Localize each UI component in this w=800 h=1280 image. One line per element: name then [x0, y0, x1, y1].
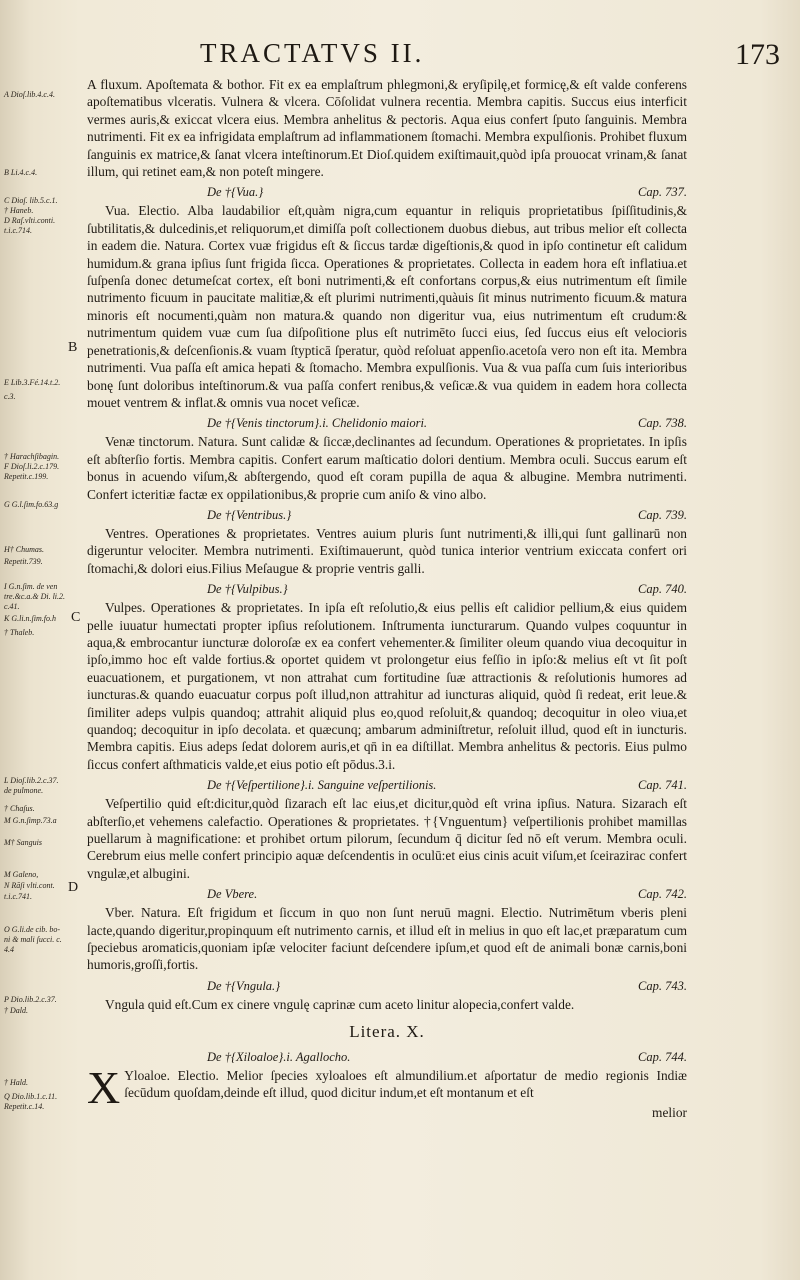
main-text	[87, 76, 687, 1121]
margin-note: H† Chumas.	[4, 545, 45, 554]
chapter-number: Cap. 743.	[638, 978, 687, 993]
margin-note: † Thaleb.	[4, 628, 35, 637]
heading-text: De †{Veſpertilione}.i. Sanguine veſpertilionis.	[207, 778, 437, 793]
margin-note: M Galeno,	[4, 870, 39, 879]
heading-text: De †{Ventribus.}	[207, 507, 292, 522]
margin-note: O G.li.de cib. bo-	[4, 925, 60, 934]
margin-note: G G.l.ſim.fo.63.g	[4, 500, 59, 509]
margin-letter: C	[71, 610, 81, 625]
margin-note: M† Sanguis	[4, 838, 42, 847]
margin-note: Repetit.c.199.	[4, 472, 49, 481]
margin-note: † Hald.	[4, 1078, 28, 1087]
margin-note: ni & mali ſucci. c.	[4, 935, 62, 944]
margin-note: K G.li.n.ſim.fo.h	[4, 614, 57, 623]
paragraph: Vua. Electio. Alba laudabilior eſt,quàm nigra,cum equantur in reliquis proprietatibus ſpiſſitudinis,& ſubtilitatis,& dulcedinis,et reliquorum,et dimiſſa poſt collectionem duobus diebus, aut tribus melior eſt collecta in eadem die. Natura. Cortex vuæ frigidus eſt & ſiccus tardæ digeſtionis,& quod in ipſo continetur eſt calidum humidum.& grana ipſius ſunt frigida ſicca. Operationes & proprietates. Collecta in eadem hora eſt inflatiua.et ſuſpenſa donec detumeſcat cortex, eſt boni nutrimenti,& eſt confortans corpus,& eius nutrimentum eſt ſimile nutrimento ficuum in paucitate malitiæ,& eſt plurimi nutrimenti,quàuis ſit minus nutrimento ficuum.& matura minoris eſt nocumenti,quàm non matura.& quando non digeritur vua, eius nutrimentum eſt crudum:& nutrimentum quidem vuæ cum ſua diſpoſitione plus eſt nutrimēto ſucci eius, ſed ſuccus eius eſt velocioris penetrationis,& deſcenſionis.& vuam ſtypticā ſperatur, quòd reſoluat appenſio.acetoſa vero non eſt ita. Membra nutrimenti. Vua paſſa eſt amica hepati & ſtomacho. Membra expulſionis. Vua & vua paſſa cum ſuis interioribus bonę ſunt doloribus inteſtinorum.& vua paſſa confert renibus,& veſicæ.& vua quidem in eadem hora collecta mouet ventrem & inflat.& omnis vua nocet veſicæ.	[87, 203, 687, 410]
heading-text: De †{Vngula.}	[207, 978, 281, 993]
paragraph: Vngula quid eſt.Cum ex cinere vngulę caprinæ cum aceto linitur alopecia,confert valde.	[105, 996, 575, 1012]
margin-note: † Dald.	[4, 1006, 28, 1015]
paragraph: Ventres. Operationes & proprietates. Ventres auium pluris ſunt nutrimenti,& illi,qui ſunt gallinarū non digeruntur velociter. Membra nutrimenti. Exiſtimauerunt, quòd tunica interior ventrium exiccata confert ori ſtomachi,& dolori eius.Filius Meſaugue & proprie ventris galli.	[87, 525, 687, 576]
margin-note: Repetit.739.	[4, 557, 43, 566]
margin-note: c.3.	[4, 392, 16, 401]
margin-note: E Lib.3.Fé.14.t.2.	[4, 378, 61, 387]
chapter-number: Cap. 737.	[638, 185, 687, 200]
running-title: TRACTATVS II.	[200, 38, 425, 68]
margin-note: c.41.	[4, 602, 20, 611]
margin-note: de pulmone.	[4, 786, 44, 795]
heading-text: De †{Vua.}	[207, 185, 264, 200]
chapter-heading	[87, 505, 687, 525]
margin-note: † Haneb.	[4, 206, 34, 215]
paragraph	[87, 1061, 687, 1113]
margin-note: N Rāſi vlti.cont.	[4, 881, 55, 890]
heading-text: De †{Xiloaloe}.i. Agallocho.	[207, 1049, 351, 1064]
chapter-heading	[87, 775, 687, 795]
catchword: melior	[652, 1104, 687, 1120]
margin-note: B Li.4.c.4.	[4, 168, 38, 177]
heading-text: De †{Vulpibus.}	[207, 582, 288, 597]
margin-note: t.i.c.714.	[4, 226, 32, 235]
margin-note: † Harachſibagin.	[4, 452, 60, 461]
chapter-number: Cap. 738.	[638, 416, 687, 431]
chapter-heading	[87, 884, 687, 904]
margin-note: † Chaſus.	[4, 804, 35, 813]
margin-note: Q Dio.lib.1.c.11.	[4, 1092, 58, 1101]
chapter-heading	[87, 1047, 687, 1067]
margin-note: tre.&c.a.& Di. li.2.	[4, 592, 66, 601]
chapter-heading	[87, 976, 687, 996]
margin-note: D Raſ.vlti.conti.	[4, 216, 56, 225]
chapter-number: Cap. 742.	[638, 887, 687, 902]
chapter-number: Cap. 744.	[638, 1049, 687, 1064]
paragraph: Vulpes. Operationes & proprietates. In ipſa eſt reſolutio,& eius pellis eſt calidior pellium,& eius quidem pelle iuuatur humectati propter ipſius reſolutionem. Inſtrumenta iuncturarum. Quando vulpes coquuntur in aqua,& embrocantur iuncturæ doloroſæ ex ea confert vehementer.& ſimiliter oleum quando viua decoquitur in ipſo,immo hoc eſt valde fortius.& oportet quidem vt prolongetur eius feſſio in ipſo:& melius eſt vt ſit poſt euacuationem, et purgationem, vt non attrahat cum fortitudine ſuæ attractionis & reſolutionis humores ad iuncturas.& quando euacuatur corpus poſt illud,non attrahitur ad iuncturas aliquid, quòd ſi redeat, erit leue.& ſimiliter adeps vulpis quandoq; attrahit aliquid plus eo,quod reſoluit,& quandoq; decoquitur in oleo viua,et quandoq; decoquitur in ipſo decolata. et quæcunq; ambarum adminiſtretur, reſoluit illud, quod eſt in iuncturis. Membra capitis. Eius adeps ſedat dolorem auris,et qn̄ in ea diſtillat. Membra anhelitus & pectoris. Eius pulmo ſiccus confert aſthmaticis valde,et eius potio eſt pōdus.3.i.	[87, 600, 687, 772]
drop-cap: X	[87, 1061, 121, 1113]
heading-text: De Vbere.	[207, 887, 258, 902]
section-heading: Litera. X.	[349, 1022, 425, 1042]
page-number: 173	[735, 38, 780, 71]
chapter-heading	[87, 579, 687, 599]
margin-note: t.i.c.741.	[4, 892, 32, 901]
chapter-heading	[87, 413, 687, 433]
margin-note: C Dioſ. lib.5.c.1.	[4, 196, 58, 205]
paragraph-text: Yloaloe. Electio. Melior ſpecies xyloaloes eſt almundilium.et aſportatur de medio regionis Indiæ ſecūdum quoſdam,deinde eſt illud, quod dicitur indum,et eſt montanum et eſt	[124, 1067, 687, 1101]
margin-note: 4.4	[4, 945, 14, 954]
margin-note: A Dioſ.lib.4.c.4.	[4, 90, 55, 99]
margin-note: F Dioſ.li.2.c.179.	[4, 462, 60, 471]
chapter-number: Cap. 741.	[638, 778, 687, 793]
heading-text: De †{Venis tinctorum}.i. Chelidonio maiori.	[207, 416, 428, 431]
paragraph: Venæ tinctorum. Natura. Sunt calidæ & ſiccæ,declinantes ad ſecundum. Operationes & proprietates. In ipſis eſt abſterſio fortis. Membra capitis. Confert earum maſticatio dolori dentium. Membra oculi. Succus earum eſt bonus in acuendo viſum,& abſtergendo, quod eſt coram pupilla de aqua & albugine. Membra nutrimenti. Confert icteritiæ factæ ex oppilationibus,& proprie cum aniſo & vino albo.	[87, 434, 687, 502]
chapter-number: Cap. 739.	[638, 507, 687, 522]
paragraph: Vber. Natura. Eſt frigidum et ſiccum in quo non ſunt neruū magni. Electio. Nutrimētum vberis pleni lacte,quando digeritur,propinquum eſt nutrimento carnis, et illud eſt in melius in quo eſt lac,et præparatum cum ſpeciebus aromaticis,quoniam ipſæ velociter faciunt deſcendere ipſum,et quod eſt de animali bonæ carnis,boni humoris,groſſi,fortis.	[87, 905, 687, 973]
margin-note: I G.n.ſim. de ven	[4, 582, 58, 591]
margin-letter: D	[68, 880, 79, 895]
margin-note: Repetit.c.14.	[4, 1102, 45, 1111]
margin-note: L Dioſ.lib.2.c.37.	[4, 776, 59, 785]
margin-letter: B	[68, 340, 78, 355]
paragraph: Veſpertilio quid eſt:dicitur,quòd ſizarach eſt lac eius,et dicitur,quòd eſt vrina ipſius. Natura. Sizarach eſt abſterſio,et vehemens calefactio. Operationes & proprietates. †{Vnguentum} veſpertilionis prohibet mamillas puellarum à magnificatione: et prohibet ortum pilorum, ſecundum q̄ dicitur ſed nō eſt verum. Membra oculi. Cerebrum eius melle confert principio aquæ deſcendentis in oculū:et eius cinis acuit viſum,et ſceirazirac confert vngulæ,et albugini.	[87, 796, 687, 881]
chapter-heading	[87, 182, 687, 202]
margin-note: M G.n.ſimp.73.a	[4, 816, 57, 825]
paragraph: A fluxum. Apoſtemata & bothor. Fit ex ea emplaſtrum phlegmoni,& eryſipilę,et formicę,& eſt valde conferens apoſtematibus vlceratis. Vulnera & vlcera. Cōſolidat vulnera recentia. Membra capitis. Succus eius interficit vermes auris,& exiccat vlcera eius. Membra anhelitus & pectoris. Aqua eius confert ſputo ſanguinis. Membra nutrimenti. Fit ex ea infrigidata emplaſtrum ad inflammationem ſtomachi. Membra expulſionis. Prohibet fluxum ſanguinis ex matrice,& ſanat vlcera inteſtinorum.Et Dioſ.quidem exiſtimauit,quòd ipſa prouocat vrinam,& ſanat illum, qui retinet eam,& non poteſt mingere.	[87, 77, 687, 180]
chapter-number: Cap. 740.	[638, 582, 687, 597]
margin-note: P Dio.lib.2.c.37.	[4, 995, 57, 1004]
running-header	[200, 38, 780, 78]
